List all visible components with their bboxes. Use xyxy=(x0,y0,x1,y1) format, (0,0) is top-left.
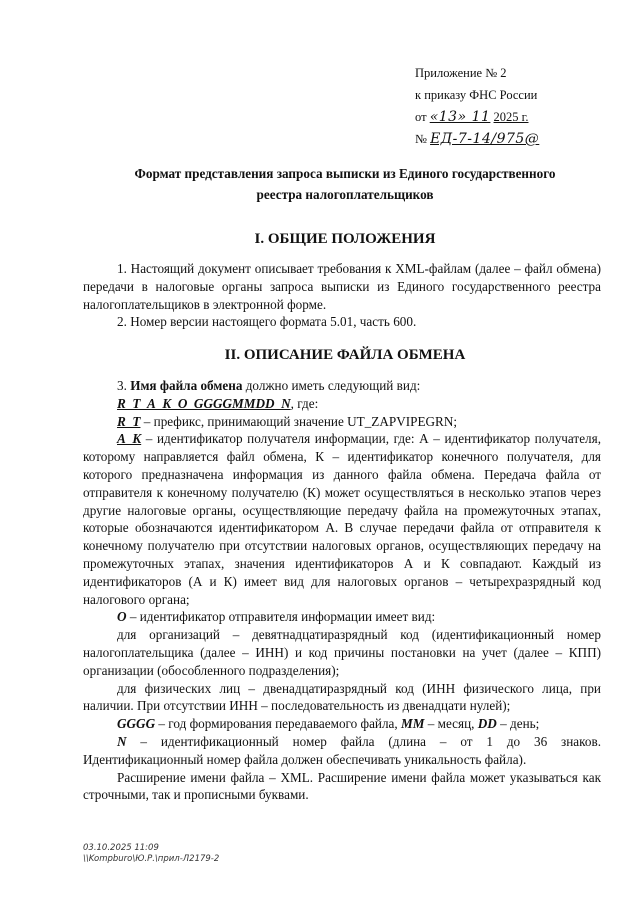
file-number-definition: N – идентификационный номер файла (длина – от 1 до 36 знаков. Идентификационный номер файла должен обеспечивать уникальность файла). xyxy=(83,733,602,767)
recipient-definition: A_K – идентификатор получателя информации, где: А – идентификатор получателя, которому направляется файл обмена, К – идентификатор конечного получателя, для которого предназначена информация из данного файла обмена. Передача файла от отправителя к конечному получателю (К) может осуществляться в несколько этапов через другие налоговые органы, осуществляющие передачу файла на промежуточных этапах, которые обозначаются идентификатором А. В случае передачи файла от отправителя к конечному получателю при отсутствии налоговых органов, осуществляющих передачу на промежуточных этапах, значения идентификаторов А и К совпадают. Каждый из идентификаторов (А и К) имеет вид для налоговых органов – четырехразрядный код налогового органа; xyxy=(83,431,601,607)
print-footer xyxy=(83,843,219,865)
file-path: \\Kompburo\Ю.Р.\прил-Л2179-2 xyxy=(83,854,220,864)
sender-definition: O – идентификатор отправителя информации имеет вид: xyxy=(117,609,436,625)
paragraph-3: 3. Имя файла обмена должно иметь следующий вид: xyxy=(117,378,421,393)
extension-definition: Расширение имени файла – XML. Расширение имени файла может указываться как строчными, так и прописными буквами. xyxy=(83,769,601,803)
section-heading-exchange-file: II. ОПИСАНИЕ ФАЙЛА ОБМЕНА xyxy=(224,347,466,363)
print-timestamp: 03.10.2025 11:09 xyxy=(83,843,159,853)
document-title: Формат представления запроса выписки из Единого государственного реестра налогоплательщиков xyxy=(134,166,556,202)
individual-code-definition: для физических лиц – двенадцатиразрядный код (ИНН физического лица, при наличии. При отсутствии ИНН – последовательность из двенадцати нулей); xyxy=(83,680,601,714)
section-general-body xyxy=(83,260,601,331)
date-definition: GGGG – год формирования передаваемого файла, MM – месяц, DD – день; xyxy=(117,716,540,732)
paragraph-2: 2. Номер версии настоящего формата 5.01, часть 600. xyxy=(117,314,417,330)
file-name-pattern: R_T_A_K_O_GGGGMMDD_N, где: xyxy=(117,395,319,411)
section-heading-general: I. ОБЩИЕ ПОЛОЖЕНИЯ xyxy=(254,231,436,247)
appendix-label: Приложение № 2 xyxy=(415,66,507,80)
order-number: № ЕД-7-14/975@ xyxy=(415,131,540,147)
handwritten-number: ЕД-7-14/975@ xyxy=(430,131,540,147)
handwritten-date: «13» 11 xyxy=(429,109,491,125)
section-exchange-body xyxy=(83,377,601,804)
prefix-definition: R_T – префикс, принимающий значение UT_ZAPVIPEGRN; xyxy=(117,413,458,429)
organization-code-definition: для организаций – девятнадцатиразрядный код (идентификационный номер налогоплательщика (далее – ИНН) и код причины постановки на учет (далее – КПП) организации (обособленного подразделения); xyxy=(83,627,601,678)
order-label: к приказу ФНС России xyxy=(415,88,538,102)
order-date: от «13» 11 2025 г. xyxy=(415,109,529,125)
paragraph-1: 1. Настоящий документ описывает требования к XML-файлам (далее – файл обмена) передачи в налоговые органы запроса выписки из Единого государственного реестра налогоплательщиков в электронной форме. xyxy=(83,261,601,312)
approval-stamp xyxy=(415,62,539,150)
